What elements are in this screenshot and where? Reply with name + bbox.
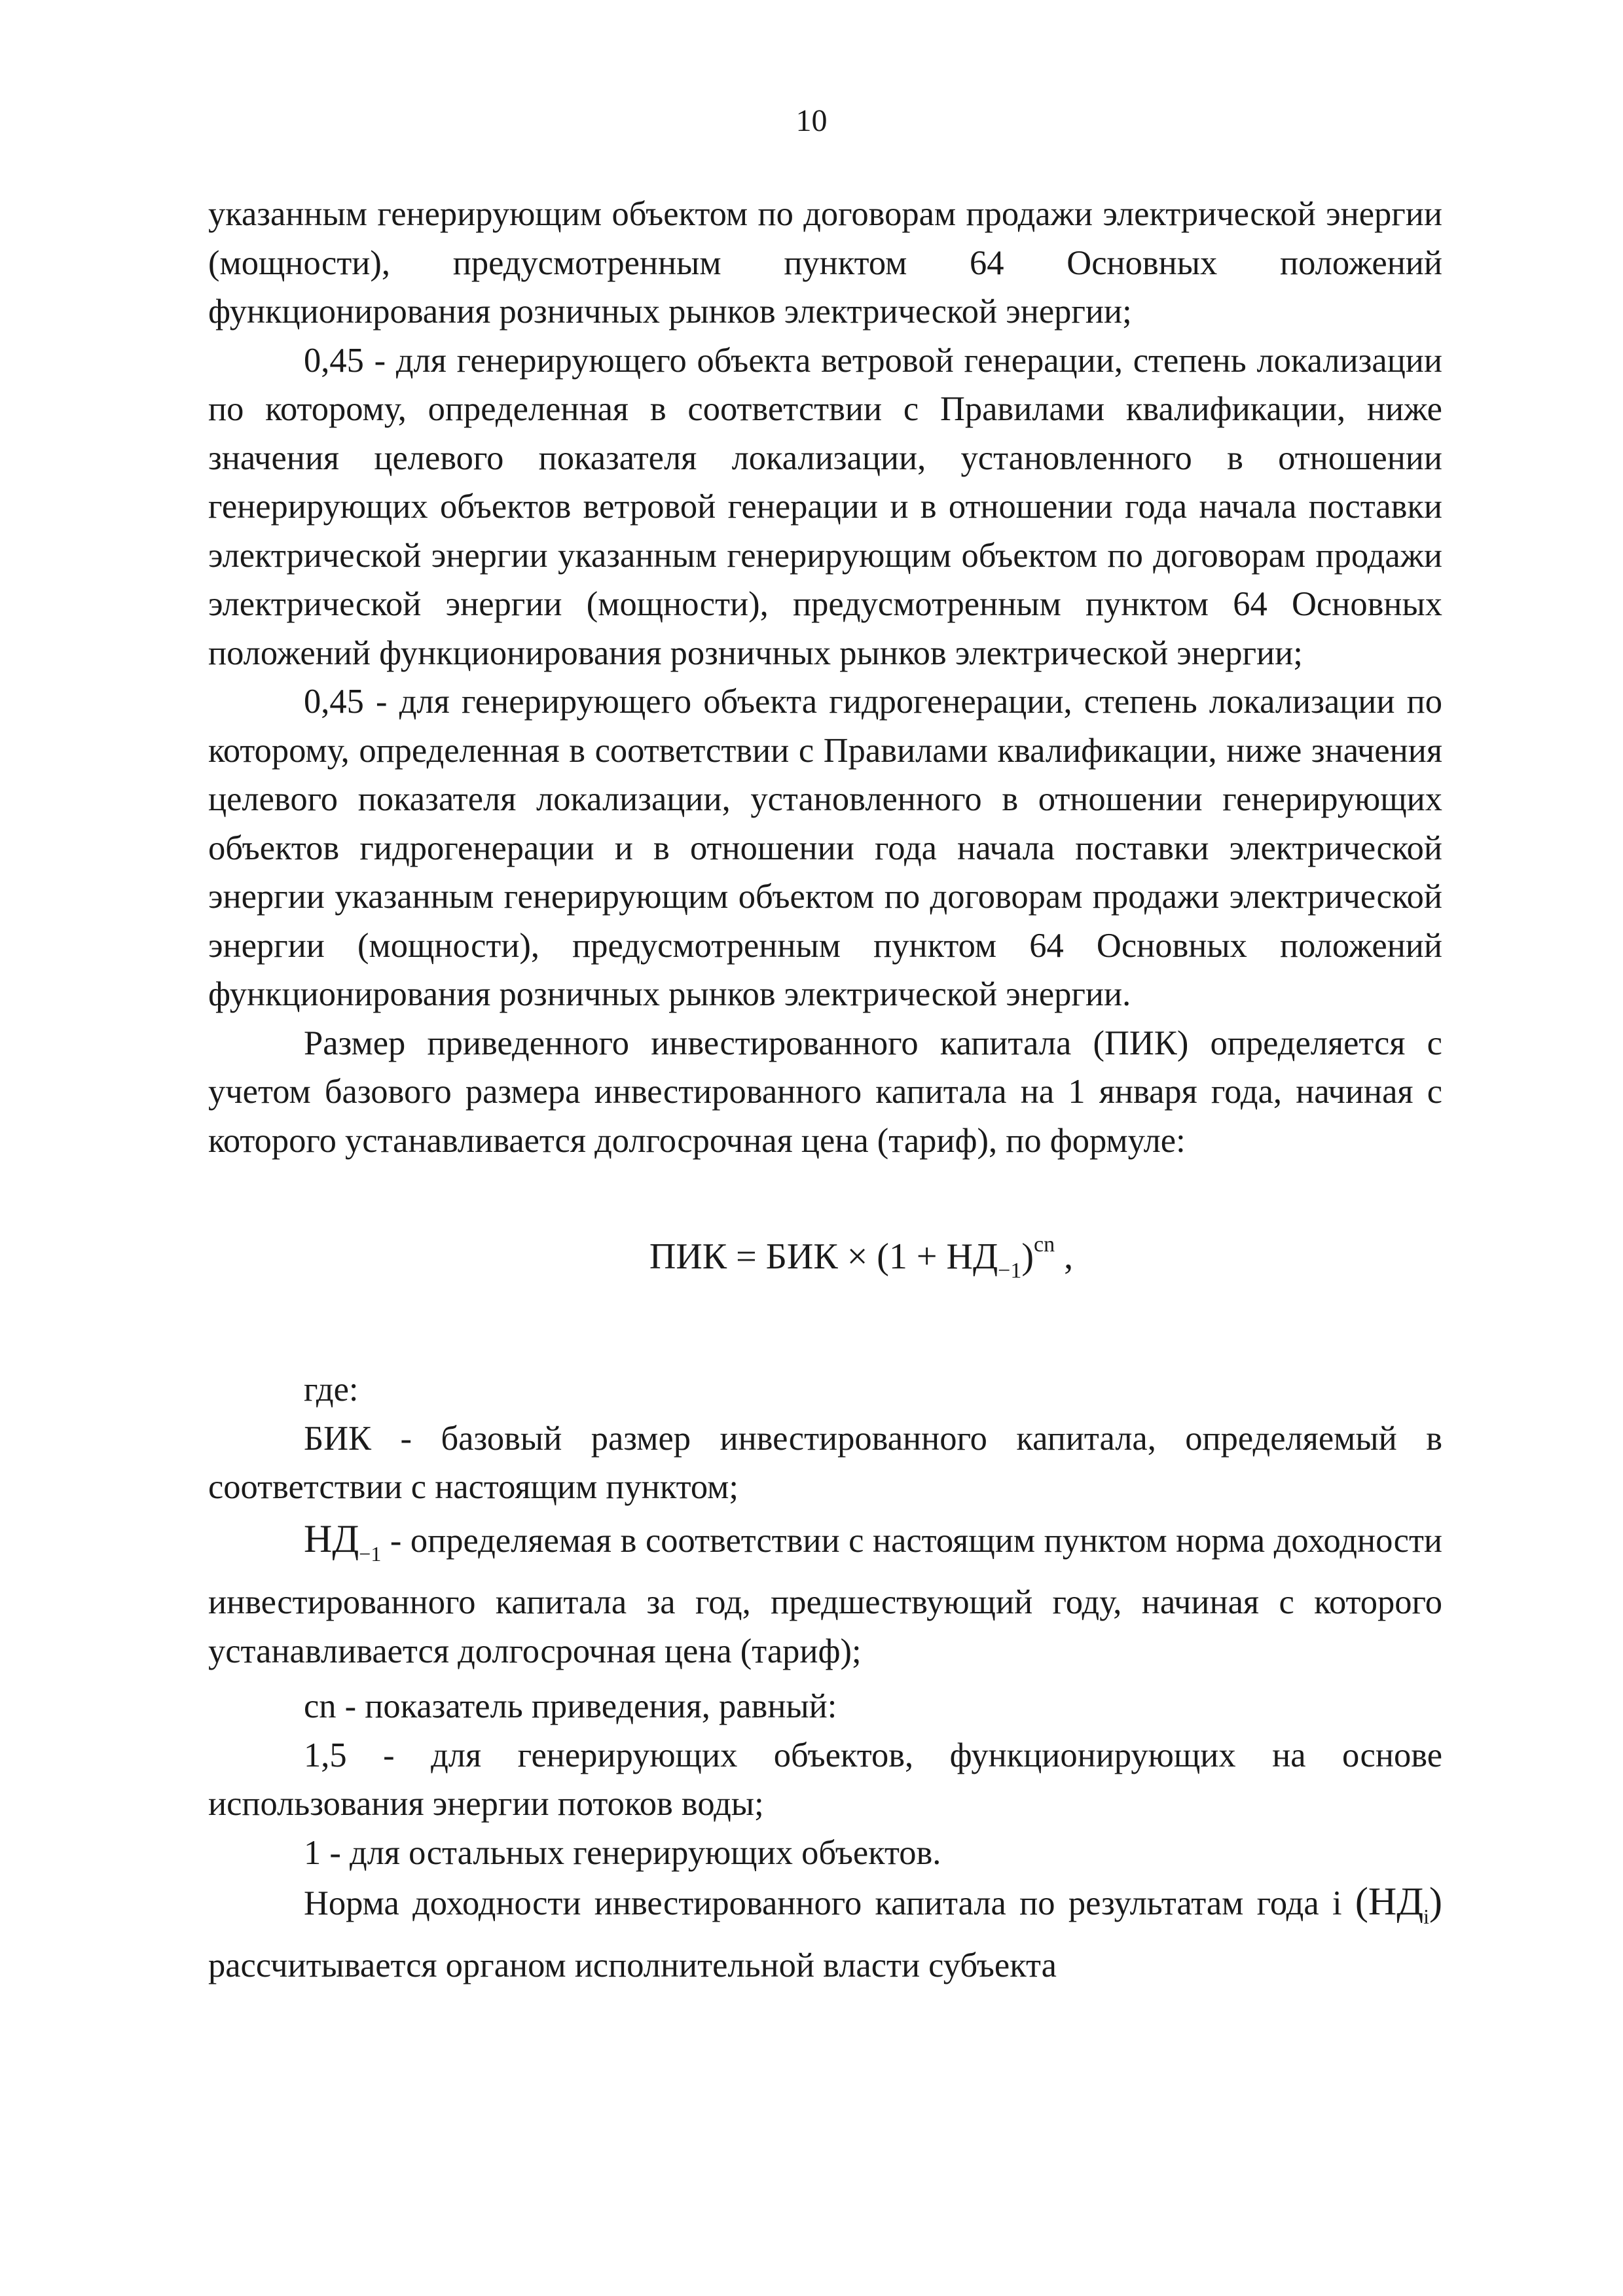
formula-close-paren: ) xyxy=(1021,1236,1034,1277)
ndi-symbol-subscript: i xyxy=(1423,1905,1430,1928)
norm-end: рассчитывается органом исполнительной власти субъекта xyxy=(208,1946,1057,1984)
paragraph-pik-definition: Размер приведенного инвестированного капитала (ПИК) определяется с учетом базового размера инвестированного капитала на 1 января года, начиная с которого устанавливается долгосрочная цена (тариф), по формуле: xyxy=(208,1024,1442,1160)
ndi-symbol xyxy=(1355,1880,1442,1928)
formula-pik xyxy=(280,1219,1442,1297)
paragraph-norm xyxy=(208,1877,1442,1990)
paragraph-bik: БИК - базовый размер инвестированного капитала, определяемый в соответствии с настоящим пунктом; xyxy=(208,1419,1442,1506)
paragraph-wind-generation: 0,45 - для генерирующего объекта ветровой генерации, степень локализации по которому, определенная в соответствии с Правилами квалификации, ниже значения целевого показателя локализации, установленного в отношении генерирующих объектов ветровой генерации и в отношении года начала поставки электрической энергии указанным генерирующим объектом по договорам продажи электрической энергии (мощности), предусмотренным пунктом 64 Основных положений функционирования розничных рынков электрической энергии; xyxy=(208,341,1442,672)
nd-description: - определяемая в соответствии с настоящим пунктом норма доходности инвестированного капитала за год, предшествующий году, начиная с которого устанавливается долгосрочная цена (тариф); xyxy=(208,1521,1442,1670)
ndi-symbol-base: НД xyxy=(1368,1880,1424,1923)
nd-symbol-base: НД xyxy=(304,1516,359,1560)
nd-symbol-subscript: −1 xyxy=(359,1541,382,1566)
paragraph-continuation: указанным генерирующим объектом по договорам продажи электрической энергии (мощности), предусмотренным пунктом 64 Основных положений функционирования розничных рынков электрической энергии; xyxy=(208,195,1442,331)
ndi-open-paren: ( xyxy=(1355,1880,1368,1923)
paragraph-cn-other: 1 - для остальных генерирующих объектов. xyxy=(304,1833,941,1872)
document-body xyxy=(208,190,1442,1990)
formula-superscript: cn xyxy=(1033,1232,1055,1257)
formula-tail: , xyxy=(1055,1236,1074,1277)
paragraph-where: где: xyxy=(304,1371,359,1408)
paragraph-cn: cn - показатель приведения, равный: xyxy=(304,1687,837,1725)
paragraph-hydro-generation: 0,45 - для генерирующего объекта гидрогенерации, степень локализации по которому, определенная в соответствии с Правилами квалификации, ниже значения целевого показателя локализации, установленного в отношении генерирующих объектов гидрогенерации и в отношении года начала поставки электрической энергии указанным генерирующим объектом по договорам продажи электрической энергии (мощности), предусмотренным пунктом 64 Основных положений функционирования розничных рынков электрической энергии. xyxy=(208,683,1442,1013)
norm-start: Норма доходности инвестированного капитала по результатам года i xyxy=(304,1884,1342,1922)
nd-symbol xyxy=(304,1516,382,1566)
paragraph-cn-water: 1,5 - для генерирующих объектов, функционирующих на основе использования энергии потоков воды; xyxy=(208,1736,1442,1823)
page-number: 10 xyxy=(795,103,828,138)
formula-subscript: −1 xyxy=(998,1259,1022,1283)
formula-lhs: ПИК = БИК × (1 + НД xyxy=(649,1236,998,1277)
ndi-close-paren: ) xyxy=(1429,1880,1442,1923)
paragraph-nd xyxy=(208,1515,1442,1676)
